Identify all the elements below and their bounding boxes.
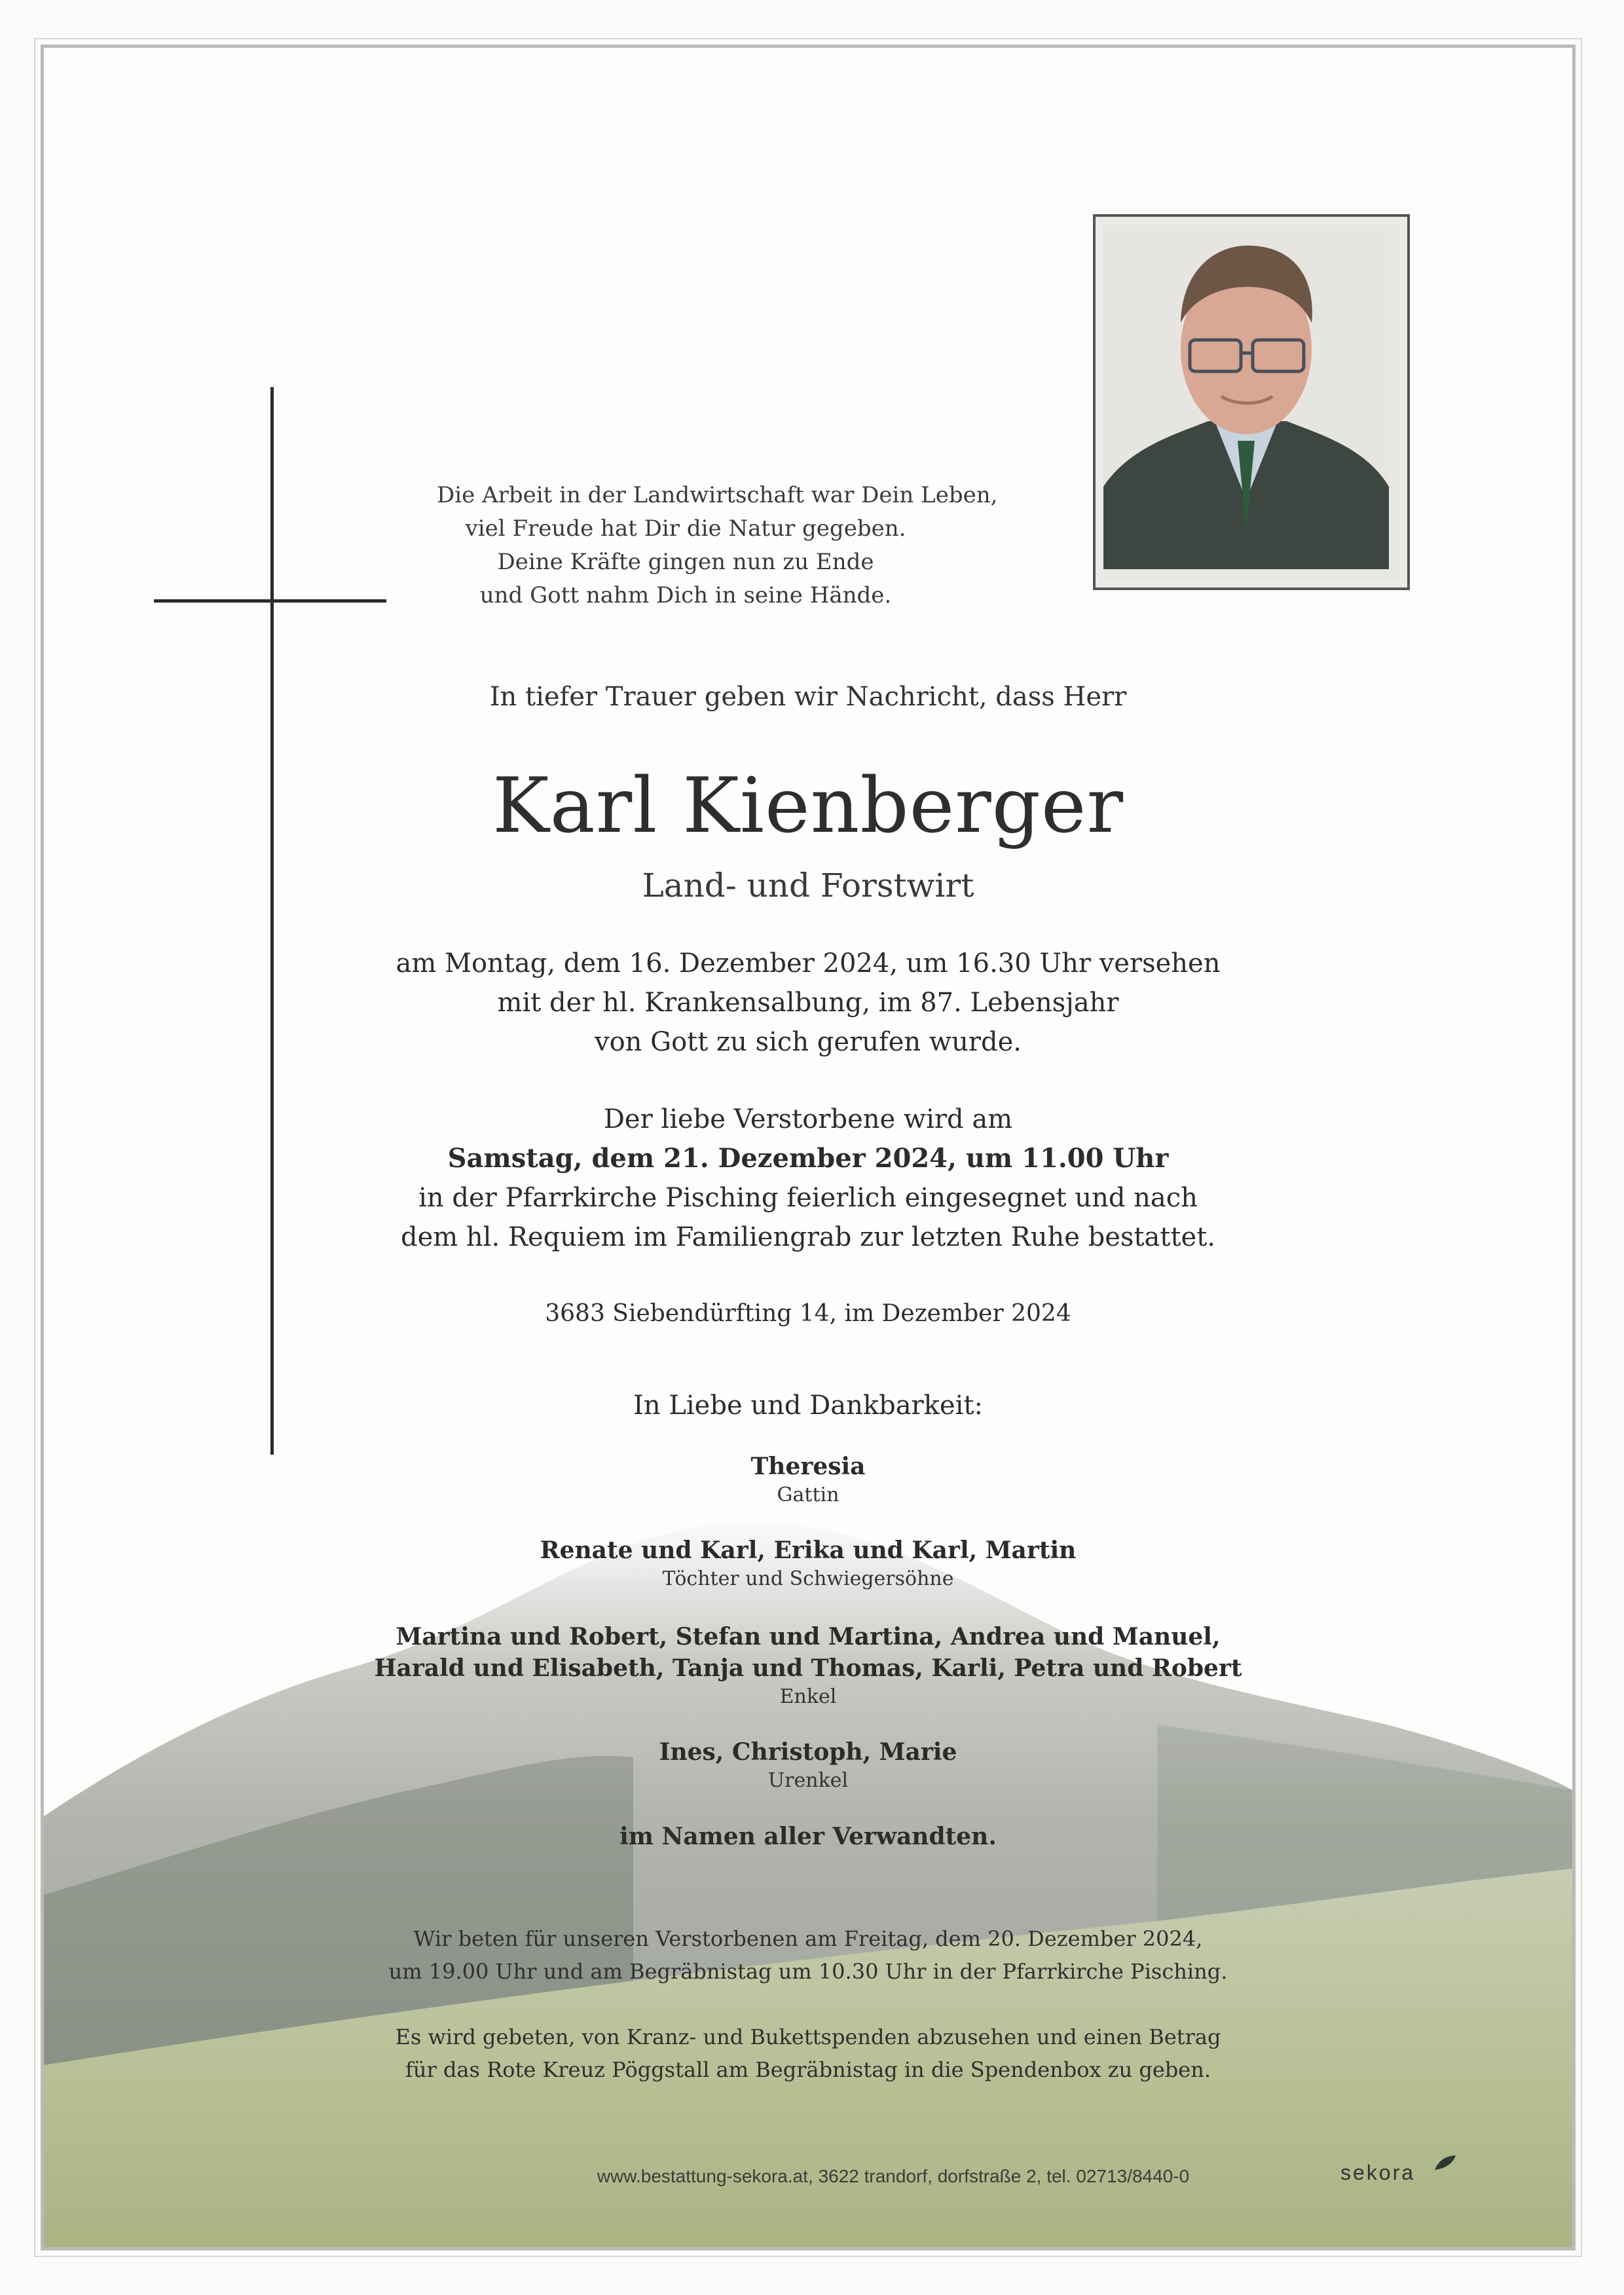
parte-frame (41, 45, 1576, 2250)
death-notice-line: von Gott zu sich gerufen wurde. (594, 1027, 1022, 1057)
funeral-notice (44, 1100, 1572, 1257)
portrait-photo (1093, 214, 1410, 590)
verse-line: Deine Kräfte gingen nun zu Ende (497, 549, 874, 575)
verse-line: und Gott nahm Dich in seine Hände. (479, 582, 892, 608)
verse-line: Die Arbeit in der Landwirtschaft war Dein Leben, (437, 482, 998, 508)
portrait-illustration (1103, 225, 1389, 569)
family-names: Theresia (750, 1453, 866, 1480)
family-names: Harald und Elisabeth, Tanja und Thomas, Karli, Petra und Robert (374, 1654, 1242, 1682)
family-role: Töchter und Schwiegersöhne (662, 1567, 954, 1590)
relatives-line: im Namen aller Verwandten. (619, 1823, 997, 1850)
memorial-verse (437, 479, 998, 612)
family-names: Martina und Robert, Stefan und Martina, Andrea und Manuel, (396, 1623, 1221, 1651)
death-notice (44, 944, 1572, 1062)
gratitude-heading: In Liebe und Dankbarkeit: (633, 1390, 983, 1421)
intro-text: In tiefer Trauer geben wir Nachricht, dass Herr (489, 682, 1127, 712)
prayer-notice (44, 1922, 1572, 1988)
prayer-line: Wir beten für unseren Verstorbenen am Freitag, dem 20. Dezember 2024, (413, 1926, 1203, 1951)
verse-line: viel Freude hat Dir die Natur gegeben. (465, 515, 906, 542)
prayer-line: um 19.00 Uhr und am Begräbnistag um 10.30 Uhr in der Pfarrkirche Pisching. (388, 1959, 1228, 1984)
family-group (44, 1736, 1572, 1794)
family-role: Enkel (779, 1685, 837, 1708)
sekora-logo (1340, 2161, 1415, 2185)
donation-notice (44, 2021, 1572, 2086)
funeral-line: dem hl. Requiem im Familiengrab zur letzten Ruhe bestattet. (400, 1222, 1215, 1252)
family-role: Gattin (777, 1483, 840, 1506)
footer-contact[interactable]: www.bestattung-sekora.at, 3622 trandorf, dorfstraße 2, tel. 02713/8440-0 (597, 2166, 1190, 2186)
logo-text: sekora (1340, 2161, 1416, 2184)
family-role: Urenkel (767, 1769, 849, 1792)
leaf-icon (1432, 2153, 1458, 2173)
family-group (44, 1535, 1572, 1592)
family-group (44, 1621, 1572, 1710)
place-date: 3683 Siebendürfting 14, im Dezember 2024 (545, 1300, 1071, 1327)
donation-line: für das Rote Kreuz Pöggstall am Begräbnistag in die Spendenbox zu geben. (405, 2057, 1211, 2082)
cross-icon-bar (154, 599, 386, 603)
cross-icon (270, 387, 274, 1455)
family-names: Renate und Karl, Erika und Karl, Martin (540, 1537, 1077, 1564)
funeral-line: in der Pfarrkirche Pisching feierlich eingesegnet und nach (418, 1183, 1198, 1213)
death-notice-line: am Montag, dem 16. Dezember 2024, um 16.30 Uhr versehen (396, 948, 1221, 979)
death-notice-line: mit der hl. Krankensalbung, im 87. Lebensjahr (497, 988, 1119, 1018)
family-names: Ines, Christoph, Marie (659, 1738, 957, 1766)
family-group (44, 1451, 1572, 1508)
funeral-line: Der liebe Verstorbene wird am (603, 1104, 1013, 1134)
deceased-occupation: Land- und Forstwirt (642, 867, 974, 905)
deceased-name: Karl Kienberger (492, 762, 1124, 850)
donation-line: Es wird gebeten, von Kranz- und Bukettspenden abzusehen und einen Betrag (395, 2024, 1221, 2049)
funeral-date: Samstag, dem 21. Dezember 2024, um 11.00 Uhr (447, 1143, 1169, 1174)
